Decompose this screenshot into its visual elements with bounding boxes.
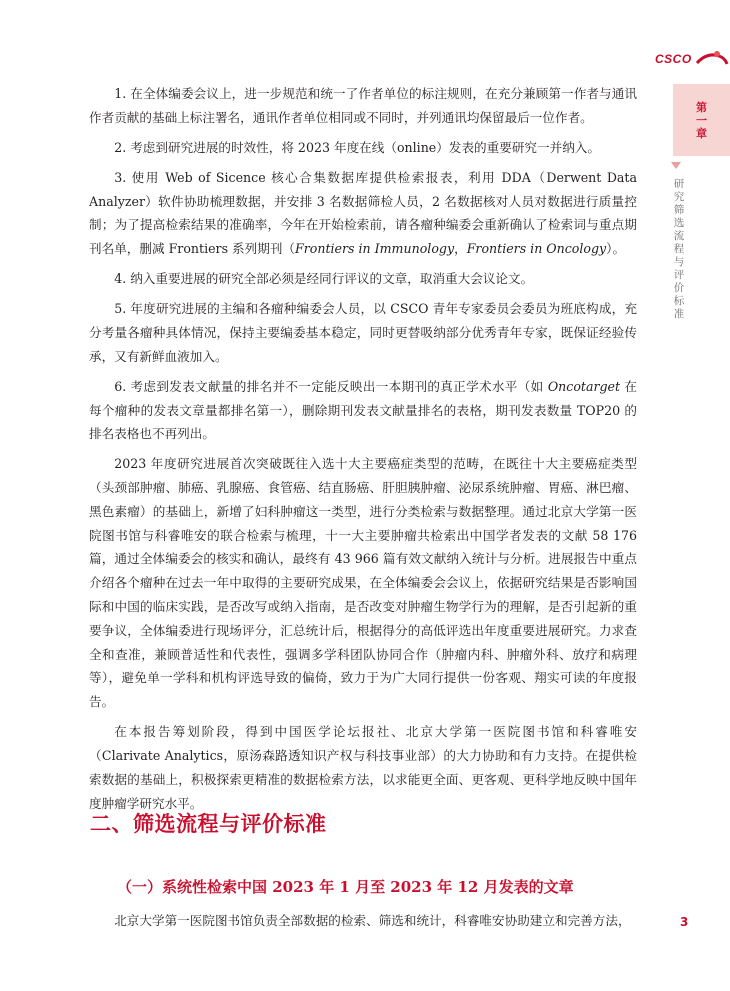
p3-text-b: ， [454,241,467,257]
p6-text-a: 6. 考虑到发表文献量的排名并不一定能反映出一本期刊的真正学术水平（如 [114,378,548,394]
paragraph-5: 5. 年度研究进展的主编和各瘤种编委会人员，以 CSCO 青年专家委员会委员为班底构成，充分考量各瘤种具体情况，保持主要编委基本稳定，同时更替吸纳部分优秀青年专家，既保证经验传承，又有新鲜血液加入。 [89,301,637,364]
p3-text-a: 3. 使用 Web of Sicence 核心合集数据库提供检索报表，利用 DDA（Derwent Data Analyzer）软件协助梳理数据，并安排 3 名数据筛检人员，2 名数据核对人员对数据进行质量控制；为了提高检索结果的准确率，今年在开始检索前，请各瘤种编委会重新确认了检索词与重点期刊名单，删减 Frontiers 系列期刊（ [89,169,637,257]
paragraph-1: 1. 在全体编委会议上，进一步规范和统一了作者单位的标注规则，在充分兼顾第一作者与通讯作者贡献的基础上标注署名，通讯作者单位相同或不同时，并列通讯均保留最后一位作者。 [89,86,637,125]
paragraph-4: 4. 纳入重要进展的研究全部必须是经同行评议的文章，取消重大会议论文。 [114,271,534,287]
side-section-title: 研究筛选流程与评价标准 [673,178,685,320]
subsection-heading: （一）系统性检索中国 2023 年 1 月至 2023 年 12 月发表的文章 [117,878,574,896]
p3-text-c: ）。 [606,241,626,257]
p6-text-b: 在每个瘤种的发表文章量都排名第一），删除期刊发表文献量排名的表格，期刊发表数量 TOP20 的排名表格也不再列出。 [89,378,637,442]
body-text [89,82,637,822]
logo-swoosh-icon [695,48,729,70]
logo-text: CSCO [655,52,692,66]
chapter-label-1: 第 [696,100,707,114]
page-number: 3 [680,915,689,929]
chapter-label-2: 一 [696,113,707,127]
triangle-down-icon [671,162,681,169]
p6-journal: Oncotarget [547,378,621,394]
chapter-label-3: 章 [696,126,707,140]
section-heading: 二、筛选流程与评价标准 [90,812,327,836]
paragraph-3 [89,166,637,261]
paragraph-8: 在本报告筹划阶段，得到中国医学论坛报社、北京大学第一医院图书馆和科睿唯安（Clarivate Analytics，原汤森路透知识产权与科技事业部）的大力协助和有力支持。在提供检索数据的基础上，积极探索更精准的数据检索方法，以求能更全面、更客观、更科学地反映中国年度肿瘤学研究水平。 [89,724,637,811]
csco-logo [655,52,730,72]
p3-journal-2: Frontiers in Oncology [466,241,607,257]
paragraph-6 [89,375,637,446]
paragraph-2: 2. 考虑到研究进展的时效性，将 2023 年度在线（online）发表的重要研究一并纳入。 [114,139,600,155]
paragraph-7: 2023 年度研究进展首次突破既往入选十大主要癌症类型的范畴，在既往十大主要癌症类型（头颈部肿瘤、肺癌、乳腺癌、食管癌、结直肠癌、肝胆胰肿瘤、泌尿系统肿瘤、胃癌、淋巴瘤、黑色素瘤）的基础上，新增了妇科肿瘤这一类型，进行分类检索与数据整理。通过北京大学第一医院图书馆与科睿唯安的联合检索与梳理，十一大主要肿瘤共检索出中国学者发表的文献 58 176 篇，通过全体编委会的核实和确认，最终有 43 966 篇有效文献纳入统计与分析。进展报告中重点介绍各个瘤种在过去一年中取得的主要研究成果，在全体编委会会议上，依据研究结果是否影响国际和中国的临床实践，是否改写或纳入指南，是否改变对肿瘤生物学行为的理解，是否引起新的重要争议，全体编委进行现场评分，汇总统计后，根据得分的高低评选出年度重要进展研究。力求查全和查准，兼顾普适性和代表性，强调多学科团队协同合作（肿瘤内科、肿瘤外科、放疗和病理等），避免单一学科和机构评选导致的偏倚，致力于为广大同行提供一份客观、翔实可读的年度报告。 [89,456,637,710]
paragraph-9: 北京大学第一医院图书馆负责全部数据的检索、筛选和统计，科睿唯安协助建立和完善方法， [114,913,631,928]
chapter-tab [673,84,730,156]
p3-journal-1: Frontiers in Immunology [295,241,455,257]
